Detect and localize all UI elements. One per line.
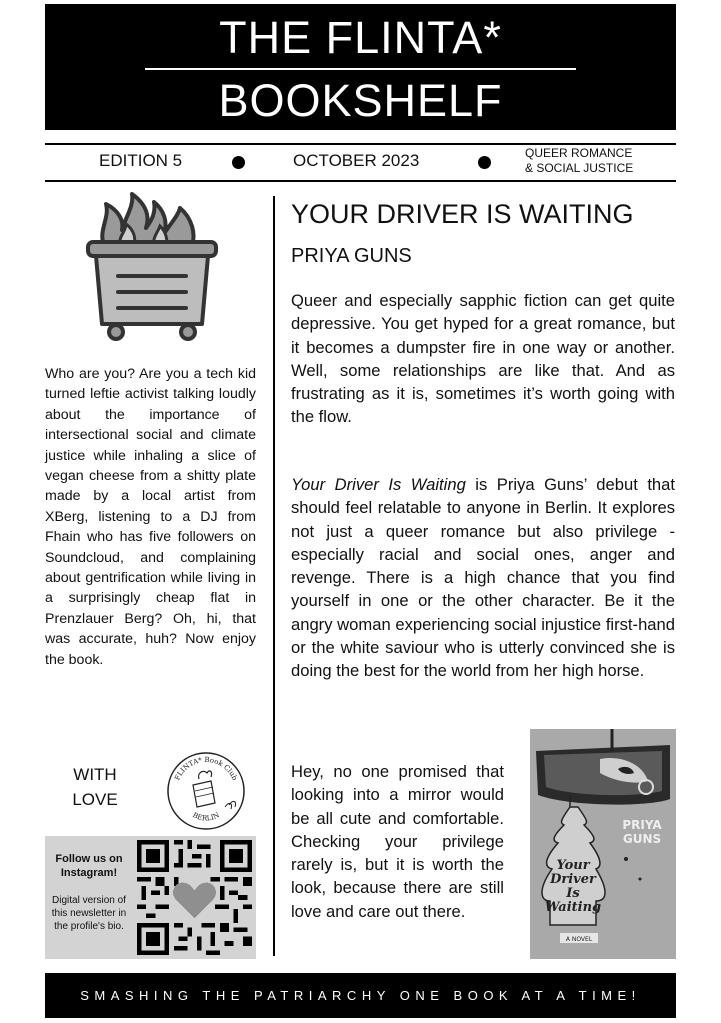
cover-title-line4: Waiting: [544, 900, 602, 915]
book-cover-art: [530, 729, 676, 959]
column-divider: [273, 196, 275, 956]
masthead-divider: [145, 68, 576, 70]
cover-title-line2: Driver: [550, 872, 596, 887]
date-label: OCTOBER 2023: [293, 151, 420, 170]
follow-line1: Follow us on: [55, 853, 123, 865]
topic-tag-line2: & SOCIAL JUSTICE: [525, 161, 634, 175]
article-author: PRIYA GUNS: [291, 245, 412, 267]
footer-slogan-bar: [45, 973, 676, 1018]
masthead-title-line2: BOOKSHELF: [218, 75, 503, 126]
cover-novel-label: A NOVEL: [565, 936, 593, 943]
article-paragraph-2: [291, 473, 675, 683]
book-club-stamp-logo: [163, 751, 249, 833]
with-love-line2: LOVE: [72, 790, 118, 809]
article-paragraph-2-text: is Priya Guns’ debut that should feel relatable to anyone in Berlin. It explores not just a queer romance but also privilege - especially racial and social ones, anger and revenge. There is a high chance that you find yourself in one or the other character. Be it the angry woman experiencing social injustice first-hand or the white saviour who is utterly convinced she is doing the best for the world from her high horse.: [291, 475, 676, 681]
article-paragraph-3: Hey, no one promised that looking into a mirror would be all cute and comfortable. Checking your privilege rarely is, but it is worth the look, because there are still love and care out there.: [291, 762, 504, 921]
bullet-dot: [232, 156, 245, 169]
cover-author-line1: PRIYA: [622, 818, 662, 832]
edition-label: EDITION 5: [99, 151, 183, 170]
edition-bar: [45, 143, 676, 182]
with-love-signoff: [45, 762, 145, 812]
digital-version-note: Digital version of this newsletter in the profile's bio.: [51, 895, 127, 932]
book-title-italic: Your Driver Is Waiting: [291, 475, 466, 494]
burning-dumpster-icon: [84, 192, 220, 342]
qr-code[interactable]: [137, 840, 252, 955]
masthead-title-line1: THE FLINTA*: [219, 12, 502, 63]
stamp-bottom-text: BERLIN: [191, 811, 221, 823]
with-love-line1: WITH: [73, 765, 117, 784]
follow-line2: Instagram!: [60, 867, 118, 879]
instagram-promo-box: [45, 836, 256, 959]
cover-title-line3: Is: [566, 886, 580, 901]
footer-slogan: SMASHING THE PATRIARCHY ONE BOOK AT A TIME!: [80, 988, 641, 1003]
article-paragraph-1: Queer and especially sapphic fiction can get quite depressive. You get hyped for a great romance, but it becomes a dumpster fire in one way or another. Well, some relationships are like that. And as frustrating as it is, sometimes it’s worth going with the flow.: [291, 291, 675, 427]
cover-title-line1: Your: [556, 858, 590, 873]
book-cover-image: [530, 729, 676, 959]
intro-paragraph: Who are you? Are you a tech kid turned leftie activist talking loudly about the importance of intersectional social and climate justice while inhaling a slice of vegan cheese from a shitty plate made by a local artist from XBerg, listening to a DJ from Fhain who has five followers on Soundcloud, and complaining about gentrification while living in a surprisingly cheap flat in Prenzlauer Berg? Oh, hi, that was accurate, huh? Now enjoy the book.: [45, 366, 256, 668]
stamp-top-text: FLINTA* Book Club: [173, 755, 239, 782]
article-title: YOUR DRIVER IS WAITING: [291, 199, 634, 229]
masthead: [45, 4, 676, 130]
bullet-dot: [478, 156, 491, 169]
follow-instagram-text: [49, 852, 129, 880]
cover-author-line2: GUNS: [622, 832, 662, 846]
topic-tag-line1: QUEER ROMANCE: [525, 146, 633, 160]
topic-tag: [525, 146, 633, 176]
